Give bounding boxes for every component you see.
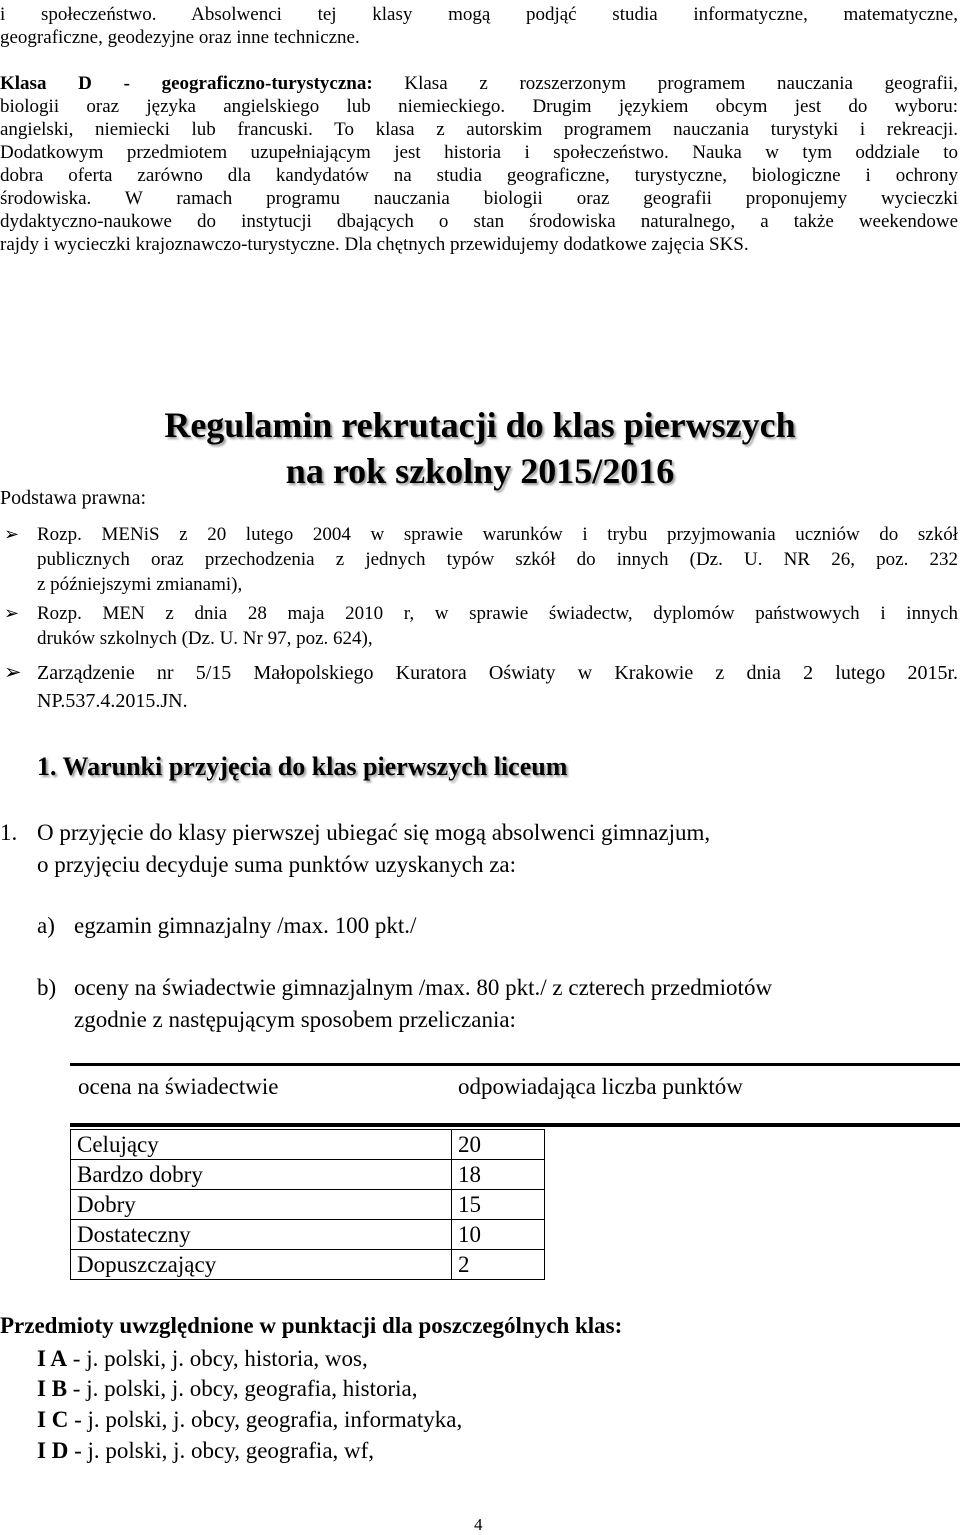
- intro-line-1: i społeczeństwo. Absolwenci tej klasy mogą podjąć studia informatyczne, matematyczne,: [0, 4, 958, 25]
- subject-item-ia: [37, 1344, 368, 1374]
- legal-item-2-line-1: Rozp. MEN z dnia 28 maja 2010 r, w sprawie świadectw, dyplomów państwowych i innych: [37, 603, 958, 624]
- intro-line-2: geograficzne, geodezyjne oraz inne techniczne.: [0, 27, 360, 48]
- grade-cell: Dostateczny: [71, 1220, 452, 1250]
- arrow-bullet-icon: ➢: [4, 524, 20, 544]
- item-a-text: egzamin gimnazjalny /max. 100 pkt./: [74, 913, 417, 938]
- table-row: [71, 1220, 545, 1250]
- table-row: [71, 1250, 545, 1280]
- grade-cell: Dobry: [71, 1190, 452, 1220]
- points-cell: 20: [452, 1130, 545, 1160]
- legal-heading: Podstawa prawna:: [0, 487, 147, 509]
- legal-item-3-line-1: Zarządzenie nr 5/15 Małopolskiego Kuratora Oświaty w Krakowie z dnia 2 lutego 2015r.: [37, 662, 958, 684]
- p1-line-2: o przyjęciu decyduje suma punktów uzyskanych za:: [37, 852, 517, 877]
- table-top-rule: [70, 1063, 960, 1066]
- subject-list: - j. polski, j. obcy, geografia, historia,: [67, 1376, 418, 1401]
- legal-item-3-line-2: NP.537.4.2015.JN.: [37, 690, 188, 712]
- page-number: 4: [474, 1515, 483, 1534]
- subject-item-ic: [37, 1405, 462, 1435]
- arrow-bullet-icon: ➢: [4, 660, 22, 684]
- klasa-d-line-7: dydaktyczno-naukowe do instytucji dbających o stan środowiska naturalnego, a także weekendowe: [0, 211, 958, 232]
- klasa-d-line-5: dobra oferta zarówno dla kandydatów na studia geograficzne, turystyczne, biologiczne i ochrony: [0, 165, 958, 186]
- klasa-d-line-4: Dodatkowym przedmiotem uzupełniającym jest historia i społeczeństwo. Nauka w tym oddziale to: [0, 142, 958, 163]
- subject-item-ib: [37, 1374, 418, 1404]
- legal-item-2-line-2: druków szkolnych (Dz. U. Nr 97, poz. 624),: [37, 628, 373, 649]
- class-label: I A: [37, 1346, 68, 1371]
- item-b-line-1: oceny na świadectwie gimnazjalnym /max. 80 pkt./ z czterech przedmiotów: [74, 975, 773, 1000]
- class-label: I B: [37, 1376, 68, 1401]
- grades-table: [70, 1129, 545, 1280]
- table-row: [71, 1190, 545, 1220]
- points-cell: 18: [452, 1160, 545, 1190]
- item-b-line-2: zgodnie z następującym sposobem przeliczania:: [74, 1007, 516, 1032]
- subjects-heading: Przedmioty uwzględnione w punktacji dla poszczególnych klas:: [0, 1313, 623, 1338]
- klasa-d-line-1: [0, 72, 958, 95]
- table-row: [71, 1160, 545, 1190]
- legal-item-1-line-3: z późniejszymi zmianami),: [37, 574, 243, 595]
- table-row: [71, 1130, 545, 1160]
- p1-line-1: O przyjęcie do klasy pierwszej ubiegać się mogą absolwenci gimnazjum,: [37, 820, 711, 845]
- class-label: I C: [37, 1407, 69, 1432]
- legal-item-1-line-1: Rozp. MENiS z 20 lutego 2004 w sprawie warunków i trybu przyjmowania uczniów do szkół: [37, 524, 958, 545]
- section-1-heading: 1. Warunki przyjęcia do klas pierwszych liceum: [37, 752, 568, 781]
- subject-item-id: [37, 1436, 374, 1466]
- table-header-points: odpowiadająca liczba punktów: [458, 1074, 743, 1099]
- table-header-rule: [70, 1123, 960, 1127]
- legal-item-1-line-2: publicznych oraz przechodzenia z jednych typów szkół do innych (Dz. U. NR 26, poz. 232: [37, 549, 958, 570]
- arrow-bullet-icon: ➢: [4, 603, 20, 623]
- klasa-d-line-6: środowiska. W ramach programu nauczania biologii oraz geografii proponujemy wycieczki: [0, 188, 958, 209]
- points-cell: 2: [452, 1250, 545, 1280]
- grade-cell: Bardzo dobry: [71, 1160, 452, 1190]
- table-header-grade: ocena na świadectwie: [78, 1074, 279, 1099]
- grade-cell: Celujący: [71, 1130, 452, 1160]
- klasa-d-line-2: biologii oraz języka angielskiego lub niemieckiego. Drugim językiem obcym jest do wyboru:: [0, 96, 958, 117]
- class-label: I D: [37, 1438, 69, 1463]
- subject-list: - j. polski, j. obcy, historia, wos,: [67, 1346, 368, 1371]
- page-title-line-1: Regulamin rekrutacji do klas pierwszych: [164, 405, 796, 445]
- klasa-d-text-1: Klasa z rozszerzonym programem nauczania geografii,: [404, 73, 959, 94]
- klasa-d-line-3: angielski, niemiecki lub francuski. To klasa z autorskim programem nauczania turystyki i rekreacji.: [0, 119, 958, 140]
- table-header: [70, 1068, 960, 1118]
- klasa-d-line-8: rajdy i wycieczki krajoznawczo-turystyczne. Dla chętnych przewidujemy dodatkowe zajęcia SKS.: [0, 234, 749, 255]
- grade-cell: Dopuszczający: [71, 1250, 452, 1280]
- klasa-d-label: Klasa D - geograficzno-turystyczna:: [0, 73, 373, 94]
- item-b-label: b): [37, 975, 57, 1000]
- points-cell: 10: [452, 1220, 545, 1250]
- item-a-label: a): [37, 913, 55, 938]
- p1-number: 1.: [0, 820, 18, 845]
- page-title-line-2: na rok szkolny 2015/2016: [285, 451, 675, 491]
- points-cell: 15: [452, 1190, 545, 1220]
- subject-list: - j. polski, j. obcy, geografia, informatyka,: [68, 1407, 463, 1432]
- subject-list: - j. polski, j. obcy, geografia, wf,: [68, 1438, 375, 1463]
